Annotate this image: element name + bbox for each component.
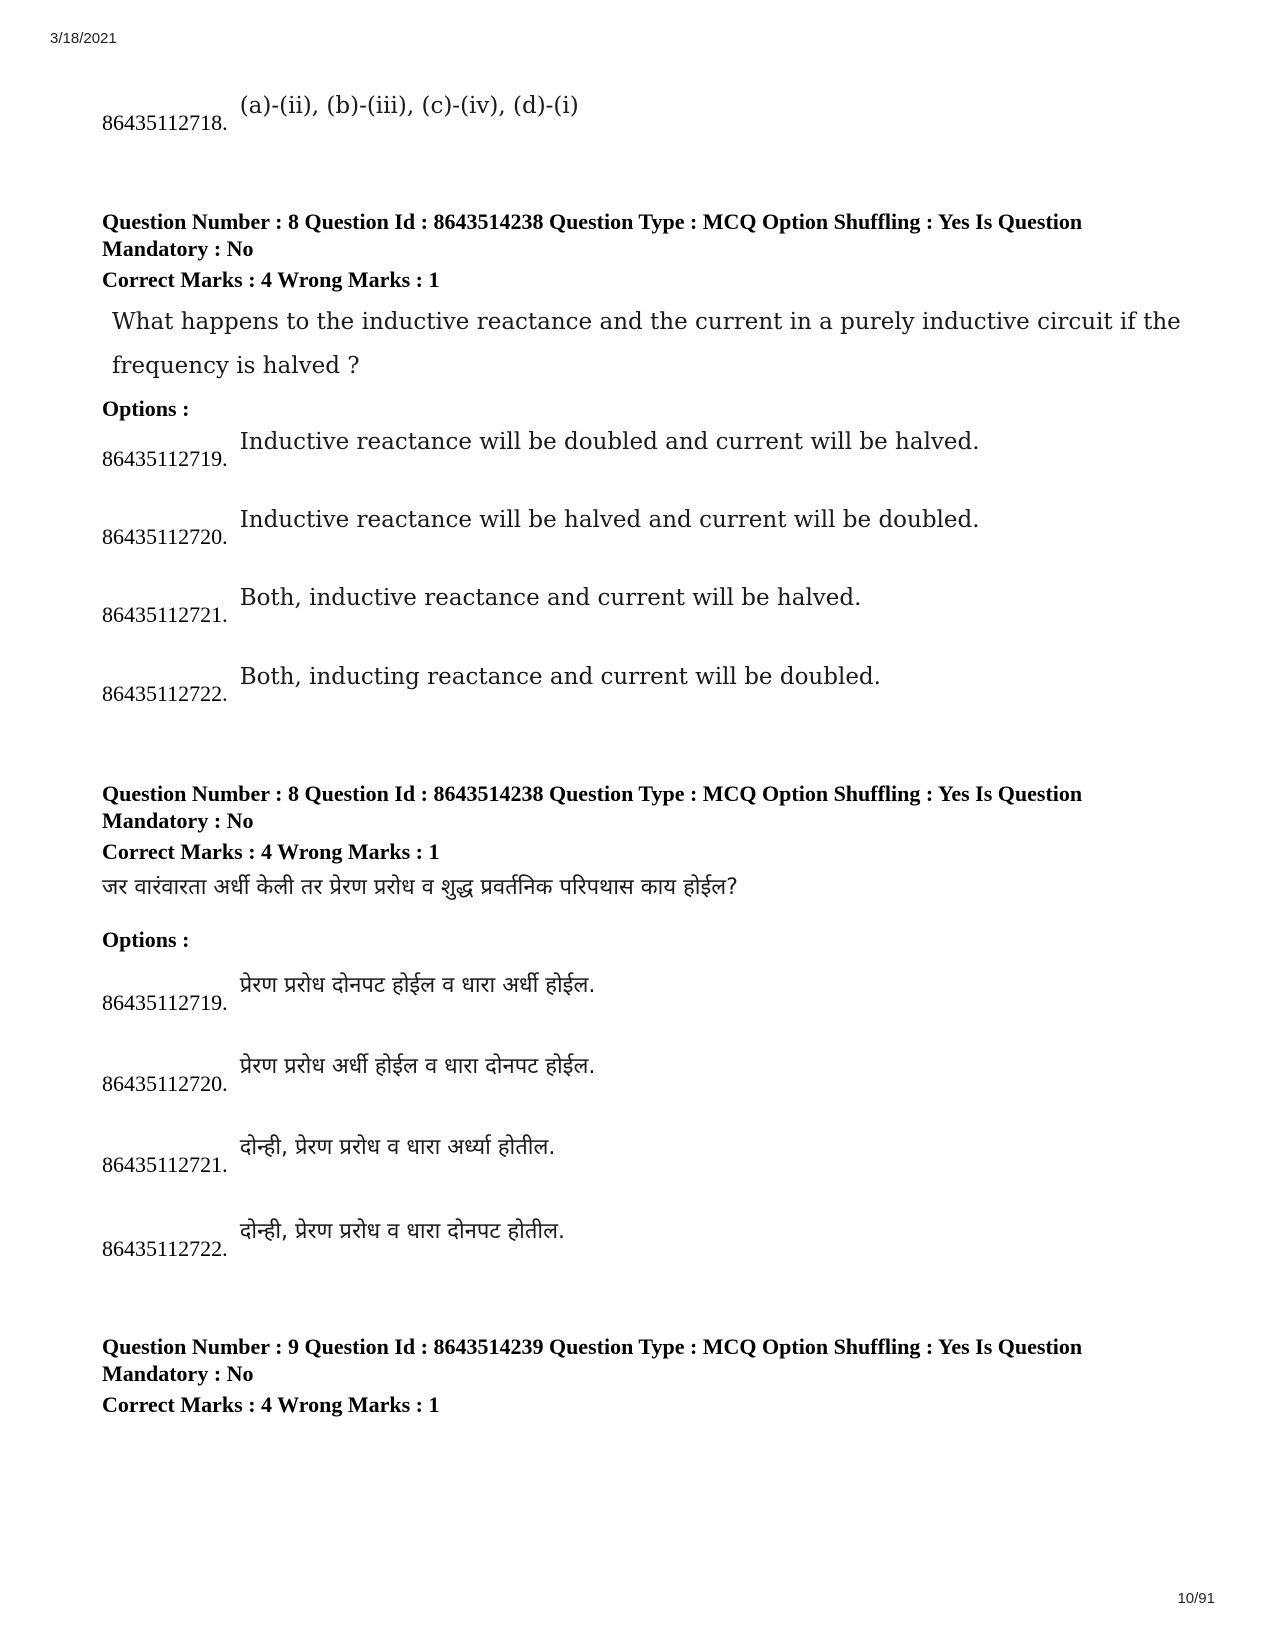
option-id: 86435112720. — [102, 1071, 228, 1096]
option-id: 86435112719. — [102, 990, 228, 1015]
option-id: 86435112721. — [102, 1152, 228, 1177]
option-row — [102, 1135, 556, 1178]
print-date: 3/18/2021 — [50, 30, 117, 47]
question-marks: Correct Marks : 4 Wrong Marks : 1 — [102, 1392, 440, 1417]
question-text: जर वारंवारता अर्धी केली तर प्रेरण प्ररोध व शुद्ध प्रवर्तनिक परिपथास काय होईल? — [102, 875, 738, 900]
option-id: 86435112719. — [102, 446, 228, 471]
option-id: 86435112720. — [102, 524, 228, 549]
option-text: Inductive reactance will be halved and current will be doubled. — [239, 507, 980, 533]
question-marks: Correct Marks : 4 Wrong Marks : 1 — [102, 267, 440, 292]
option-id: 86435112722. — [102, 1236, 228, 1261]
option-row — [102, 1219, 566, 1262]
option-id: 86435112722. — [102, 681, 228, 706]
option-text: (a)-(ii), (b)-(iii), (c)-(iv), (d)-(i) — [239, 93, 579, 119]
option-text: प्रेरण प्ररोध दोनपट होईल व धारा अर्धी होईल. — [239, 973, 596, 998]
question-marks: Correct Marks : 4 Wrong Marks : 1 — [102, 839, 440, 864]
option-row — [102, 585, 862, 628]
option-text: Both, inducting reactance and current will be doubled. — [239, 664, 881, 690]
option-row — [102, 507, 980, 550]
option-row — [102, 1054, 596, 1097]
page-number: 10/91 — [1177, 1590, 1215, 1607]
question-header: Question Number : 8 Question Id : 8643514238 Question Type : MCQ Option Shuffling : Yes Is Question Mandatory : No — [102, 209, 1083, 261]
option-text: Inductive reactance will be doubled and current will be halved. — [239, 429, 980, 455]
question-header: Question Number : 8 Question Id : 8643514238 Question Type : MCQ Option Shuffling : Yes Is Question Mandatory : No — [102, 781, 1083, 833]
option-text: Both, inductive reactance and current will be halved. — [239, 585, 862, 611]
option-text: दोन्ही, प्रेरण प्ररोध व धारा दोनपट होतील. — [239, 1219, 566, 1244]
option-row — [102, 664, 881, 707]
options-label: Options : — [102, 396, 190, 421]
options-label: Options : — [102, 927, 190, 952]
option-id: 86435112721. — [102, 602, 228, 627]
question-text: What happens to the inductive reactance and the current in a purely inductive circuit if the frequency is halved ? — [112, 309, 1181, 379]
option-text: प्रेरण प्ररोध अर्धी होईल व धारा दोनपट होईल. — [239, 1054, 596, 1079]
option-row — [102, 973, 596, 1016]
previous-question-option — [102, 93, 579, 136]
question-header: Question Number : 9 Question Id : 8643514239 Question Type : MCQ Option Shuffling : Yes Is Question Mandatory : No — [102, 1334, 1083, 1386]
option-id: 86435112718. — [102, 110, 228, 135]
option-text: दोन्ही, प्रेरण प्ररोध व धारा अर्ध्या होतील. — [239, 1135, 556, 1160]
option-row — [102, 429, 980, 472]
